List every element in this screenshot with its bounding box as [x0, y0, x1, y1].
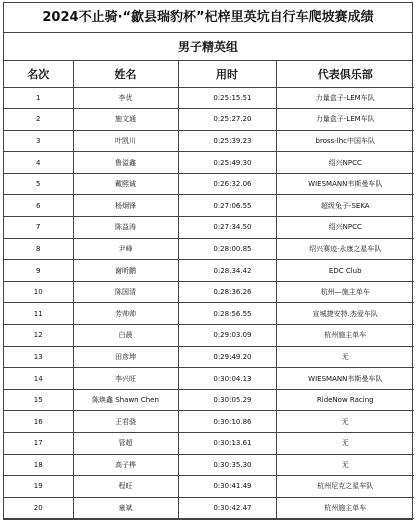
club-cell: 无: [276, 411, 414, 433]
table-row: [4, 303, 414, 325]
table-row: [4, 87, 414, 109]
time-cell: 0:29:03.09: [178, 325, 276, 347]
time-cell: 0:26:32.06: [178, 173, 276, 195]
table-row: [4, 173, 414, 195]
name-cell: 杨炯锋: [73, 195, 178, 217]
rank-cell: 1: [4, 87, 73, 109]
rank-cell: 6: [4, 195, 73, 217]
rank-cell: 8: [4, 238, 73, 260]
column-header-club: 代表俱乐部: [276, 61, 414, 87]
name-cell: 白晨: [73, 325, 178, 347]
name-cell: 施文通: [73, 109, 178, 131]
column-header-time: 用时: [178, 61, 276, 87]
header-row: [4, 61, 414, 87]
page-title: 2024不止骑·“歙县瑞豹杯”杞梓里英坑自行车爬坡赛成绩: [4, 3, 412, 33]
table-row: [4, 238, 414, 260]
rank-cell: 19: [4, 476, 73, 498]
club-cell: bross-lhc中国车队: [276, 130, 414, 152]
rank-cell: 2: [4, 109, 73, 131]
club-cell: 宣城捷安特.杰爱车队: [276, 303, 414, 325]
rank-cell: 5: [4, 173, 73, 195]
name-cell: 李优: [73, 87, 178, 109]
column-header-rank: 名次: [4, 61, 73, 87]
club-cell: 无: [276, 433, 414, 455]
table-row: [4, 454, 414, 476]
club-cell: WIESMANN韦斯曼车队: [276, 368, 414, 390]
rank-cell: 7: [4, 217, 73, 239]
table-row: [4, 389, 414, 411]
name-cell: 程旺: [73, 476, 178, 498]
club-cell: 杭州—施主单车: [276, 281, 414, 303]
table-row: [4, 325, 414, 347]
club-cell: 力量盒子-LEM车队: [276, 87, 414, 109]
rank-cell: 18: [4, 454, 73, 476]
results-table: [4, 61, 414, 519]
club-cell: WIESMANN韦斯曼车队: [276, 173, 414, 195]
name-cell: 尹峰: [73, 238, 178, 260]
rank-cell: 13: [4, 346, 73, 368]
name-cell: 鲁溢鑫: [73, 152, 178, 174]
name-cell: 陈国清: [73, 281, 178, 303]
club-cell: RideNow Racing: [276, 389, 414, 411]
name-cell: 谢昕鹏: [73, 260, 178, 282]
results-sheet: [3, 2, 413, 520]
name-cell: 王君骁: [73, 411, 178, 433]
name-cell: 管超: [73, 433, 178, 455]
club-cell: 杭州施主单车: [276, 497, 414, 519]
club-cell: 绍兴NPCC: [276, 217, 414, 239]
group-title: 男子精英组: [4, 33, 412, 61]
club-cell: 无: [276, 454, 414, 476]
name-cell: 童斌: [73, 497, 178, 519]
time-cell: 0:30:10.86: [178, 411, 276, 433]
name-cell: 陈焕鑫 Shawn Chen: [73, 389, 178, 411]
club-cell: 杭州尼克之星车队: [276, 476, 414, 498]
table-row: [4, 476, 414, 498]
name-cell: 陈益涛: [73, 217, 178, 239]
time-cell: 0:30:35.30: [178, 454, 276, 476]
name-cell: 高子桦: [73, 454, 178, 476]
name-cell: 李兴旺: [73, 368, 178, 390]
time-cell: 0:30:42.47: [178, 497, 276, 519]
time-cell: 0:27:34.50: [178, 217, 276, 239]
time-cell: 0:25:39.23: [178, 130, 276, 152]
time-cell: 0:25:49.30: [178, 152, 276, 174]
table-row: [4, 497, 414, 519]
name-cell: 芳帅帅: [73, 303, 178, 325]
club-cell: 力量盒子-LEM车队: [276, 109, 414, 131]
club-cell: 绍兴NPCC: [276, 152, 414, 174]
table-row: [4, 109, 414, 131]
table-row: [4, 152, 414, 174]
table-row: [4, 346, 414, 368]
time-cell: 0:28:56.55: [178, 303, 276, 325]
time-cell: 0:25:15.51: [178, 87, 276, 109]
name-cell: 叶凯川: [73, 130, 178, 152]
rank-cell: 20: [4, 497, 73, 519]
time-cell: 0:28:36.26: [178, 281, 276, 303]
rank-cell: 11: [4, 303, 73, 325]
rank-cell: 9: [4, 260, 73, 282]
rank-cell: 14: [4, 368, 73, 390]
name-cell: 田彦坤: [73, 346, 178, 368]
time-cell: 0:27:06.55: [178, 195, 276, 217]
rank-cell: 12: [4, 325, 73, 347]
club-cell: 杭州施主单车: [276, 325, 414, 347]
rank-cell: 10: [4, 281, 73, 303]
time-cell: 0:30:04.13: [178, 368, 276, 390]
rank-cell: 15: [4, 389, 73, 411]
rank-cell: 4: [4, 152, 73, 174]
table-row: [4, 281, 414, 303]
rank-cell: 16: [4, 411, 73, 433]
rank-cell: 3: [4, 130, 73, 152]
time-cell: 0:25:27.20: [178, 109, 276, 131]
column-header-name: 姓名: [73, 61, 178, 87]
table-row: [4, 411, 414, 433]
club-cell: 绍兴赛迹·永康之星车队: [276, 238, 414, 260]
table-row: [4, 195, 414, 217]
time-cell: 0:30:41.49: [178, 476, 276, 498]
table-row: [4, 433, 414, 455]
table-row: [4, 217, 414, 239]
time-cell: 0:30:05.29: [178, 389, 276, 411]
table-row: [4, 130, 414, 152]
club-cell: EDC Club: [276, 260, 414, 282]
time-cell: 0:29:49.20: [178, 346, 276, 368]
time-cell: 0:28:00.85: [178, 238, 276, 260]
table-row: [4, 368, 414, 390]
club-cell: 超级兔子-SEKA: [276, 195, 414, 217]
club-cell: 无: [276, 346, 414, 368]
name-cell: 戴熙诚: [73, 173, 178, 195]
table-row: [4, 260, 414, 282]
time-cell: 0:28.34.42: [178, 260, 276, 282]
time-cell: 0:30:13.61: [178, 433, 276, 455]
rank-cell: 17: [4, 433, 73, 455]
